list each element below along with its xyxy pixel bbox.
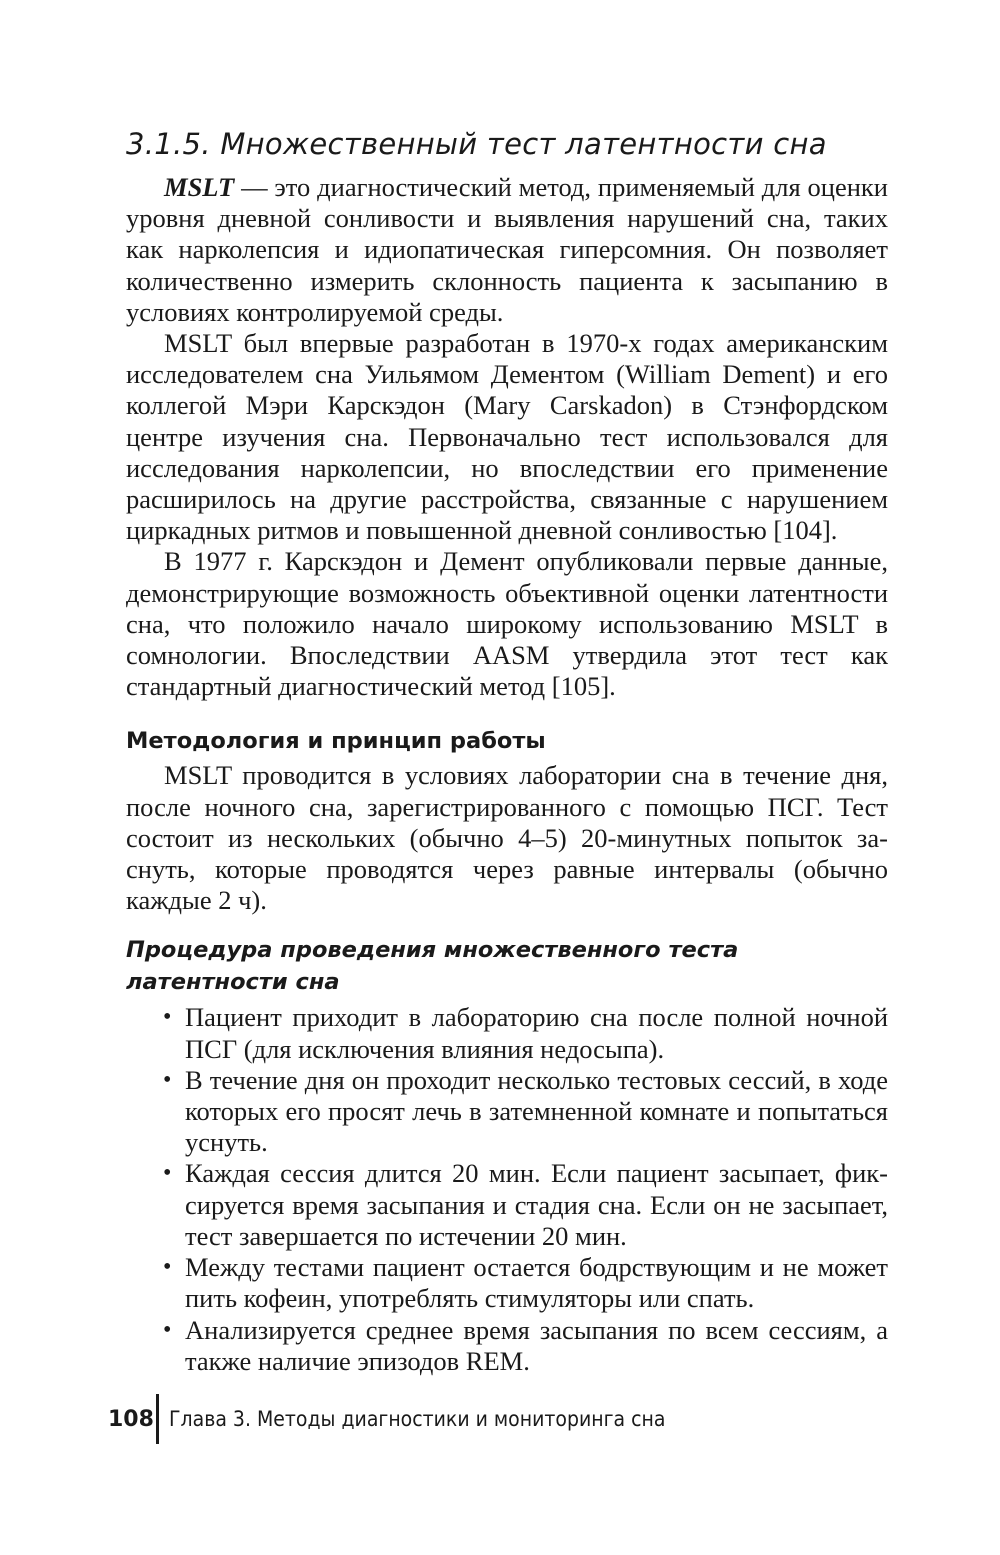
list-item-text: Между тестами пациент остается бодрствующим и не может пить кофеин, употреблять стимуляторы или спать. — [185, 1252, 888, 1314]
list-item-text: Пациент приходит в лабораторию сна после полной ночной ПСГ (для исключения влияния недосыпа). — [185, 1002, 888, 1064]
list-item — [126, 1158, 888, 1252]
bullet-icon: • — [163, 1316, 172, 1343]
intro-paragraph-1 — [126, 172, 888, 328]
footer-divider — [156, 1394, 159, 1444]
methodology-heading: Методология и принцип работы — [126, 728, 546, 755]
list-item-text: Каждая сессия длится 20 мин. Если пациент засыпает, фиксируется время засыпания и стадия сна. Если он не засыпает, тест завершается по истечении 20 мин. — [185, 1158, 888, 1251]
bullet-icon: • — [163, 1254, 172, 1281]
bullet-icon: • — [163, 1004, 172, 1031]
intro-paragraph-2: MSLT был впервые разработан в 1970-х годах американским исследователем сна Уильямом Дементом (William Dement) и его коллегой Мэри Карскэдон (Mary Carskadon) в Стэнфордском центре изучения сна. Первоначально тест использовался для исследования нарколепсии, но впоследствии его применение расширилось на другие расстройства, связанные с нарушением циркадных ритмов и повышенной дневной сонливостью [104]. — [126, 328, 888, 546]
intro-paragraph-1-text: — это диагностический метод, применяемый для оценки уровня дневной сонливости и выявления нарушений сна, таких как нарколепсия и идиопатическая гиперсомния. Он позволяет количественно измерить склонность пациента к засыпанию в условиях контролируемой среды. — [126, 172, 888, 327]
page-footer — [108, 1394, 721, 1444]
lead-term: MSLT — [164, 172, 235, 202]
procedure-heading: Процедура проведения множественного теста латентности сна — [126, 937, 739, 996]
procedure-list — [126, 1002, 888, 1376]
list-item-text: Анализируется среднее время засыпания по всем сессиям, а также наличие эпизодов REM. — [185, 1314, 888, 1376]
intro-paragraph-3: В 1977 г. Карскэдон и Демент опубликовали первые данные, демонстрирующие возможность объективной оценки латентности сна, что положило начало широкому использованию MSLT в сомнологии. Впоследствии AASM утвердила этот тест как стандартный диагностический метод [105]. — [126, 546, 888, 702]
bullet-icon: • — [163, 1066, 172, 1093]
page-content — [126, 120, 888, 1377]
list-item-text: В течение дня он проходит несколько тестовых сессий, в ходе которых его просят лечь в затемненной комнате и попытаться уснуть. — [185, 1064, 888, 1158]
page-number: 108 — [108, 1406, 154, 1432]
section-title: 3.1.5. Множественный тест латентности сна — [126, 127, 827, 161]
list-item — [126, 1315, 888, 1377]
list-item — [126, 1002, 888, 1064]
list-item — [126, 1252, 888, 1314]
methodology-paragraph: MSLT проводится в условиях лаборатории сна в течение дня, после ночного сна, зарегистрированного с помощью ПСГ. Тест состоит из нескольких (обычно 4–5) 20-минутных попыток заснуть, которые проводятся через равные интервалы (обычно каждые 2 ч). — [126, 760, 888, 916]
running-head: Глава 3. Методы диагностики и мониторинга сна — [169, 1407, 666, 1431]
bullet-icon: • — [163, 1160, 172, 1187]
list-item — [126, 1065, 888, 1159]
